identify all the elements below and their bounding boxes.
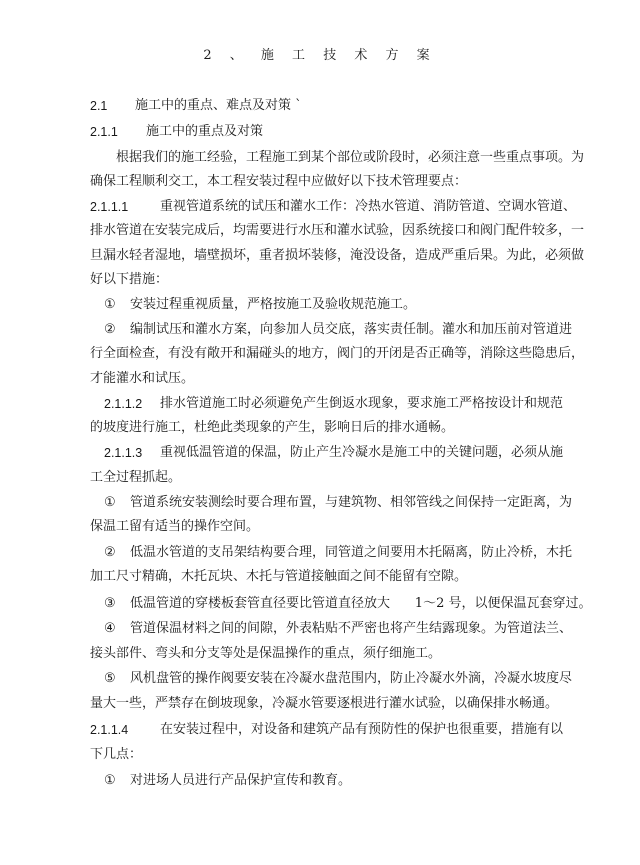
list-item-line: 管道系统安装测绘时要合理布置，与建筑物、相邻管线之间保持一定距离，为 [130,495,573,510]
heading-2-1-1-1-number: 2.1.1.1 [90,200,129,214]
paragraph-line: 在安装过程中，对设备和建筑产品有预防性的保护也很重要，措施有以 [160,722,564,737]
list-item-line: 编制试压和灌水方案，向参加人员交底，落实责任制。灌水和加压前对管道进 [130,322,573,337]
list-item-line: 保温工留有适当的操作空间。 [90,519,260,534]
paragraph-line: 工全过程抓起。 [90,470,182,485]
paragraph-line: 下几点： [90,747,143,762]
paragraph-line: 重视低温管道的保温，防止产生冷凝水是施工中的关键问题，必须从施 [160,445,564,460]
heading-2-1-1-4-number: 2.1.1.4 [90,723,129,737]
paragraph-line: 旦漏水轻者湿地，墙壁损坏，重者损坏装修，淹没设备，造成严重后果。为此，必须做 [90,248,585,263]
list-marker: ① [104,495,116,510]
paragraph-line: 排水管道在安装完成后，均需要进行水压和灌水试验，因系统接口和阀门配件较多，一 [90,223,585,238]
list-item-line: 行全面检查，有没有敞开和漏碰头的地方，阀门的开闭是否正确等，消除这些隐患后， [90,346,585,361]
list-item-line: 才能灌水和试压。 [90,371,195,386]
list-item-line: 低温水管道的支吊架结构要合理，同管道之间要用木托隔离，防止冷桥，木托 [130,545,573,560]
list-marker: ④ [104,621,116,636]
list-marker: ⑤ [104,671,116,686]
heading-2-1-1-text: 施工中的重点及对策 [146,124,264,139]
section-title: 2 、 施 工 技 术 方 案 [203,48,437,63]
list-marker: ① [104,773,116,788]
heading-2-1-number: 2.1 [90,99,108,113]
list-item-line: 风机盘管的操作阀要安装在冷凝水盘范围内，防止冷凝水外滴，冷凝水坡度尽 [130,671,573,686]
list-marker: ② [104,545,116,560]
list-item-line: 量大一些，严禁存在倒坡现象，冷凝水管要逐根进行灌水试验，以确保排水畅通。 [90,696,559,711]
list-marker: ③ [104,596,116,611]
paragraph-line: 排水管道施工时必须避免产生倒返水现象，要求施工严格按设计和规范 [160,396,564,411]
paragraph-line: 重视管道系统的试压和灌水工作：冷热水管道、消防管道、空调水管道、 [160,199,577,214]
heading-2-1-1-3-number: 2.1.1.3 [104,446,143,460]
heading-2-1-1-number: 2.1.1 [90,125,118,139]
list-item-line: 管道保温材料之间的间隙，外表粘贴不严密也将产生结露现象。为管道法兰、 [130,621,573,636]
list-item-line: 对进场人员进行产品保护宣传和教育。 [130,773,352,788]
list-item-line: 接头部件、弯头和分支等处是保温操作的重点，须仔细施工。 [90,646,442,661]
heading-2-1-text: 施工中的重点、难点及对策 ` [135,98,302,113]
paragraph-line: 的坡度进行施工，杜绝此类现象的产生，影响日后的排水通畅。 [90,420,455,435]
paragraph-line: 好以下措施： [90,272,169,287]
list-item-line: 加工尺寸精确，木托瓦块、木托与管道接触面之间不能留有空隙。 [90,569,468,584]
list-item-line: 安装过程重视质量，严格按施工及验收规范施工。 [130,297,417,312]
heading-2-1-1-2-number: 2.1.1.2 [104,397,143,411]
list-marker: ② [104,322,116,337]
list-item-line: 低温管道的穿楼板套管直径要比管道直径放大 1～2 号，以便保温瓦套穿过。 [130,596,592,611]
intro-line: 根据我们的施工经验，工程施工到某个部位或阶段时，必须注意一些重点事项。为 [116,150,585,165]
intro-line: 确保工程顺利交工，本工程安装过程中应做好以下技术管理要点： [90,174,468,189]
list-marker: ① [104,297,116,312]
